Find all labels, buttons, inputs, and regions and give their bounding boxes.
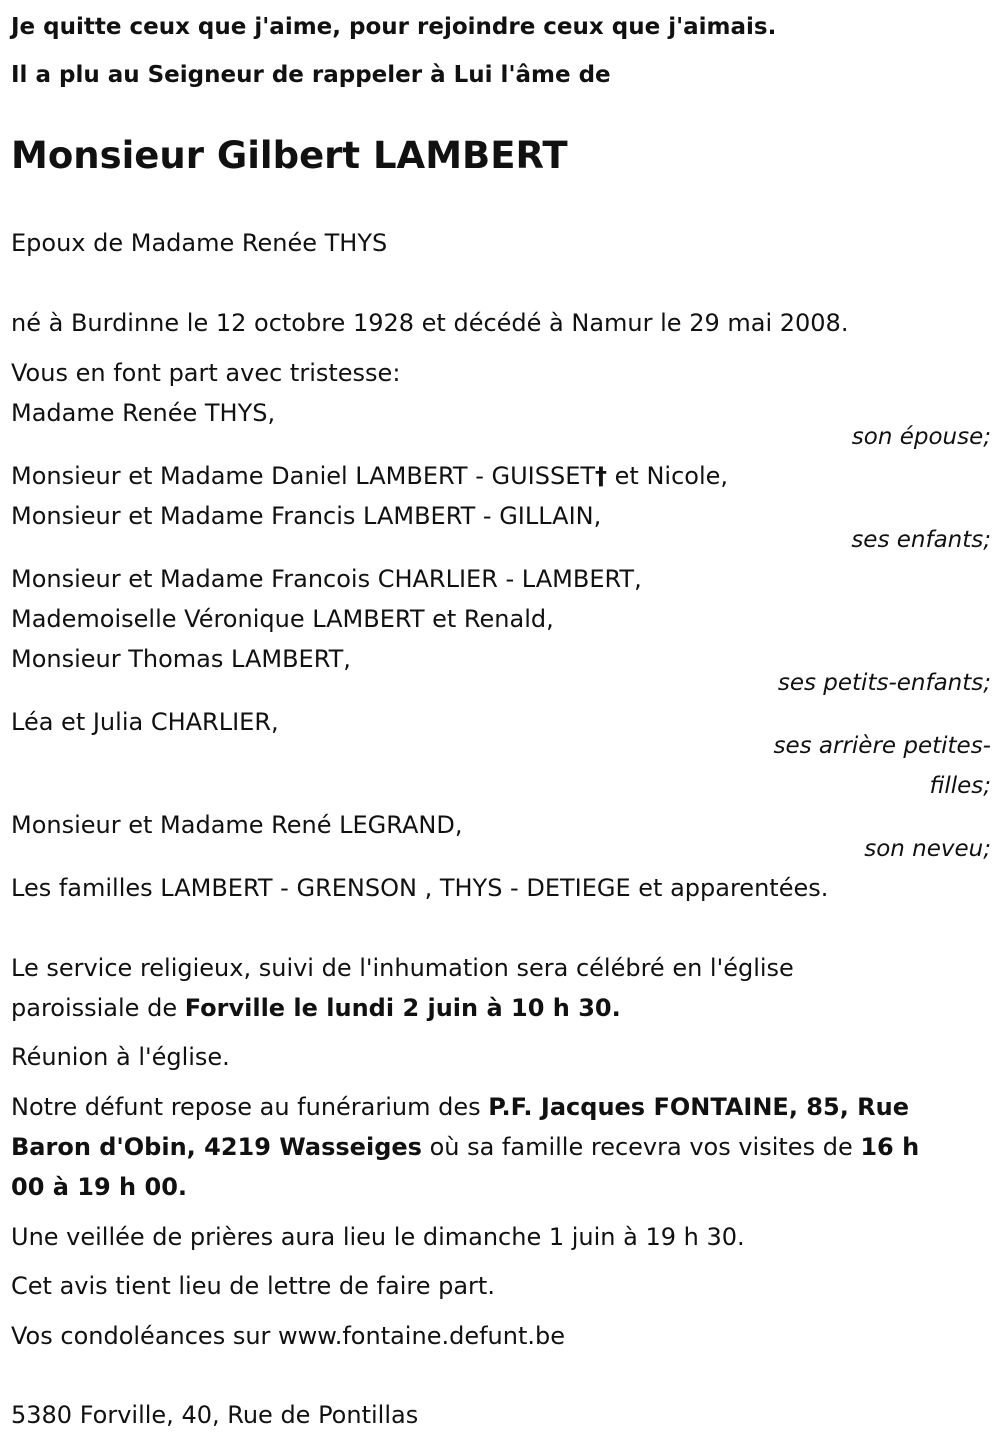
deceased-name: Monsieur Gilbert LAMBERT [11,134,568,177]
funerarium-line-3: 00 à 19 h 00. [11,1173,188,1201]
children-line-1 [11,461,728,491]
children-line-2: Monsieur et Madame Francis LAMBERT - GILLAIN, [11,502,602,530]
spouse-name: Madame Renée THYS, [11,399,276,427]
service-line-1: Le service religieux, suivi de l'inhumation sera célébré en l'église [11,954,794,982]
children-line-1-name: Monsieur et Madame Daniel LAMBERT - GUISSET [11,462,596,490]
cross-icon: † [595,462,608,490]
vigil-line: Une veillée de prières aura lieu le dimanche 1 juin à 19 h 30. [11,1223,745,1251]
funerarium-line-2 [11,1132,919,1162]
children-line-1-rest: et Nicole, [607,462,729,490]
birth-death-line: né à Burdinne le 12 octobre 1928 et décédé à Namur le 29 mai 2008. [11,309,849,337]
relation-spouse: son épouse; [851,424,991,450]
relation-grandchildren: ses petits-enfants; [777,670,991,696]
grandchildren-line-3: Monsieur Thomas LAMBERT, [11,645,351,673]
funerarium-line-1 [11,1092,909,1122]
relation-nephew: son neveu; [864,836,991,862]
grandchildren-line-2: Mademoiselle Véronique LAMBERT et Renald, [11,605,554,633]
funerarium-text-2: où sa famille recevra vos visites de [421,1133,861,1161]
families-line: Les familles LAMBERT - GRENSON , THYS - DETIEGE et apparentées. [11,874,829,902]
service-line-2 [11,993,621,1023]
intro-line: Il a plu au Seigneur de rappeler à Lui l'âme de [11,62,611,88]
notice-line: Cet avis tient lieu de lettre de faire part. [11,1272,495,1300]
intro-quote: Je quitte ceux que j'aime, pour rejoindre ceux que j'aimais. [11,14,777,40]
meeting-line: Réunion à l'église. [11,1043,230,1071]
grandchildren-line-1: Monsieur et Madame Francois CHARLIER - LAMBERT, [11,565,642,593]
funeral-home-name: P.F. Jacques FONTAINE, 85, Rue [488,1093,910,1121]
spouse-line: Epoux de Madame Renée THYS [11,229,388,257]
funerarium-text-1: Notre défunt repose au funérarium des [11,1093,489,1121]
announce-line: Vous en font part avec tristesse: [11,359,401,387]
relation-children: ses enfants; [851,527,991,553]
service-line-2-text: paroissiale de [11,994,185,1022]
condolences-line: Vos condoléances sur www.fontaine.defunt.be [11,1322,565,1350]
relation-great-grandchildren-2: filles; [929,773,991,799]
funeral-home-address: Baron d'Obin, 4219 Wasseiges [11,1133,422,1161]
visit-hours-start: 16 h [860,1133,920,1161]
relation-great-grandchildren-1: ses arrière petites- [773,733,991,759]
great-grandchildren-line: Léa et Julia CHARLIER, [11,708,279,736]
service-date: Forville le lundi 2 juin à 10 h 30. [184,994,621,1022]
nephew-line: Monsieur et Madame René LEGRAND, [11,811,463,839]
address-line: 5380 Forville, 40, Rue de Pontillas [11,1401,419,1429]
